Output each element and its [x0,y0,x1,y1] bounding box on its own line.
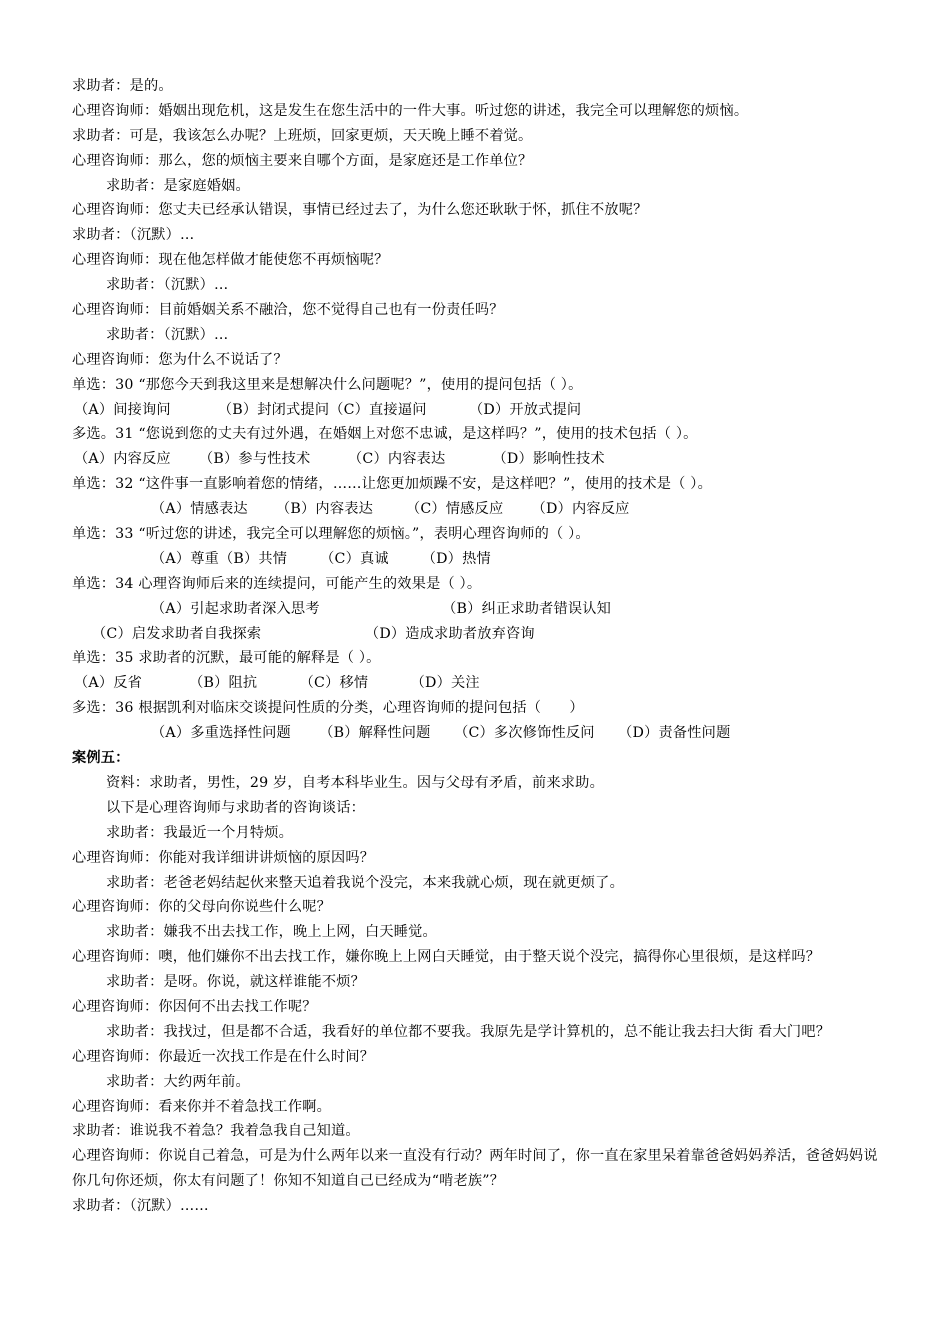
text-line: （A）引起求助者深入思考 （B）纠正求助者错误认知 [151,600,612,617]
section-heading: 案例五： [72,750,130,767]
text-line: 单选：32 “这件事一直影响着您的情绪，……让您更加烦躁不安，是这样吧？”，使用的技术是（ ）。 [72,476,712,493]
text-line: （A）多重选择性问题 （B）解释性问题 （C）多次修饰性反问 （D）责备性问题 [151,725,731,742]
text-line: 以下是心理咨询师与求助者的咨询谈话： [106,799,365,816]
text-line: 求助者：老爸老妈结起伙来整天追着我说个没完，本来我就心烦，现在就更烦了。 [106,874,624,891]
text-line: 求助者：（沉默）… [106,277,229,294]
text-line: 求助者：我找过，但是都不合适，我看好的单位都不要我。我原先是学计算机的，总不能让我去扫大街 看大门吧？ [106,1023,831,1040]
text-line: 单选：33 “听过您的讲述，我完全可以理解您的烦恼。”，表明心理咨询师的（ ）。 [72,526,590,543]
text-line: 多选。31 “您说到您的丈夫有过外遇，在婚姻上对您不忠诚，是这样吗？”，使用的技术包括（ ）。 [72,426,698,443]
text-line: （A）内容反应 （B）参与性技术 （C）内容表达 （D）影响性技术 [74,451,605,468]
text-line: 心理咨询师：看来你并不着急找工作啊。 [72,1098,331,1115]
text-line: 单选：30 “那您今天到我这里来是想解决什么问题呢？”，使用的提问包括（ ）。 [72,376,583,393]
text-line: 心理咨询师：你因何不出去找工作呢？ [72,998,317,1015]
text-line: 求助者：（沉默）… [72,227,195,244]
text-line: 心理咨询师：你的父母向你说些什么呢？ [72,899,331,916]
text-line: 心理咨询师：目前婚姻关系不融洽，您不觉得自己也有一份责任吗？ [72,302,504,319]
text-line: 求助者：嫌我不出去找工作，晚上上网，白天睡觉。 [106,924,437,941]
text-line: （C）启发求助者自我探索 （D）造成求助者放弃咨询 [92,625,535,642]
text-line: 心理咨询师：婚姻出现危机，这是发生在您生活中的一件大事。听过您的讲述，我完全可以理解您的烦恼。 [72,102,749,119]
text-line: 单选：34 心理咨询师后来的连续提问，可能产生的效果是（ ）。 [72,575,482,592]
text-line: 求助者：（沉默）… [106,326,229,343]
text-line: 心理咨询师：你最近一次找工作是在什么时间？ [72,1048,375,1065]
text-line: 求助者：大约两年前。 [106,1073,250,1090]
text-line: （A）反省 （B）阻抗 （C）移情 （D）关注 [74,675,480,692]
text-line: 求助者：是家庭婚姻。 [106,177,250,194]
text-line: 求助者：我最近一个月特烦。 [106,824,294,841]
text-line: 求助者：是的。 [72,78,173,94]
text-line: 求助者：谁说我不着急？我着急我自己知道。 [72,1123,360,1140]
text-line: 求助者：（沉默）…… [72,1198,209,1215]
text-line: （A）情感表达 （B）内容表达 （C）情感反应 （D）内容反应 [151,501,630,518]
text-line: 求助者：是呀。你说，就这样谁能不烦？ [106,974,365,991]
text-line: 求助者：可是，我该怎么办呢？上班烦，回家更烦，天天晚上睡不着觉。 [72,127,533,144]
text-line: （A）尊重（B）共情 （C）真诚 （D）热情 [151,550,491,567]
text-line: 心理咨询师：现在他怎样做才能使您不再烦恼呢？ [72,252,389,269]
text-line: 心理咨询师：你说自己着急，可是为什么两年以来一直没有行动？两年时间了，你一直在家里呆着靠爸爸妈妈养活，爸爸妈妈说你几句你还烦，你太有问题了！你知不知道自己已经成为“啃老族”？ [72,1148,878,1190]
document-body [72,74,884,1219]
text-line: 心理咨询师：您为什么不说话了？ [72,351,288,368]
text-line: 资料：求助者，男性，29 岁，自考本科毕业生。因与父母有矛盾，前来求助。 [106,774,604,791]
text-line: 多选：36 根据凯利对临床交谈提问性质的分类，心理咨询师的提问包括（ ） [72,700,584,717]
text-line: （A）间接询问 （B）封闭式提问（C）直接逼问 （D）开放式提问 [74,401,582,418]
text-line: 心理咨询师：噢，他们嫌你不出去找工作，嫌你晚上上网白天睡觉，由于整天说个没完，搞得你心里很烦，是这样吗？ [72,949,821,966]
text-line: 心理咨询师：您丈夫已经承认错误，事情已经过去了，为什么您还耿耿于怀，抓住不放呢？ [72,202,648,219]
text-line: 心理咨询师：那么，您的烦恼主要来自哪个方面，是家庭还是工作单位？ [72,152,533,169]
text-line: 心理咨询师：你能对我详细讲讲烦恼的原因吗？ [72,849,375,866]
text-line: 单选：35 求助者的沉默，最可能的解释是（ ）。 [72,650,381,667]
